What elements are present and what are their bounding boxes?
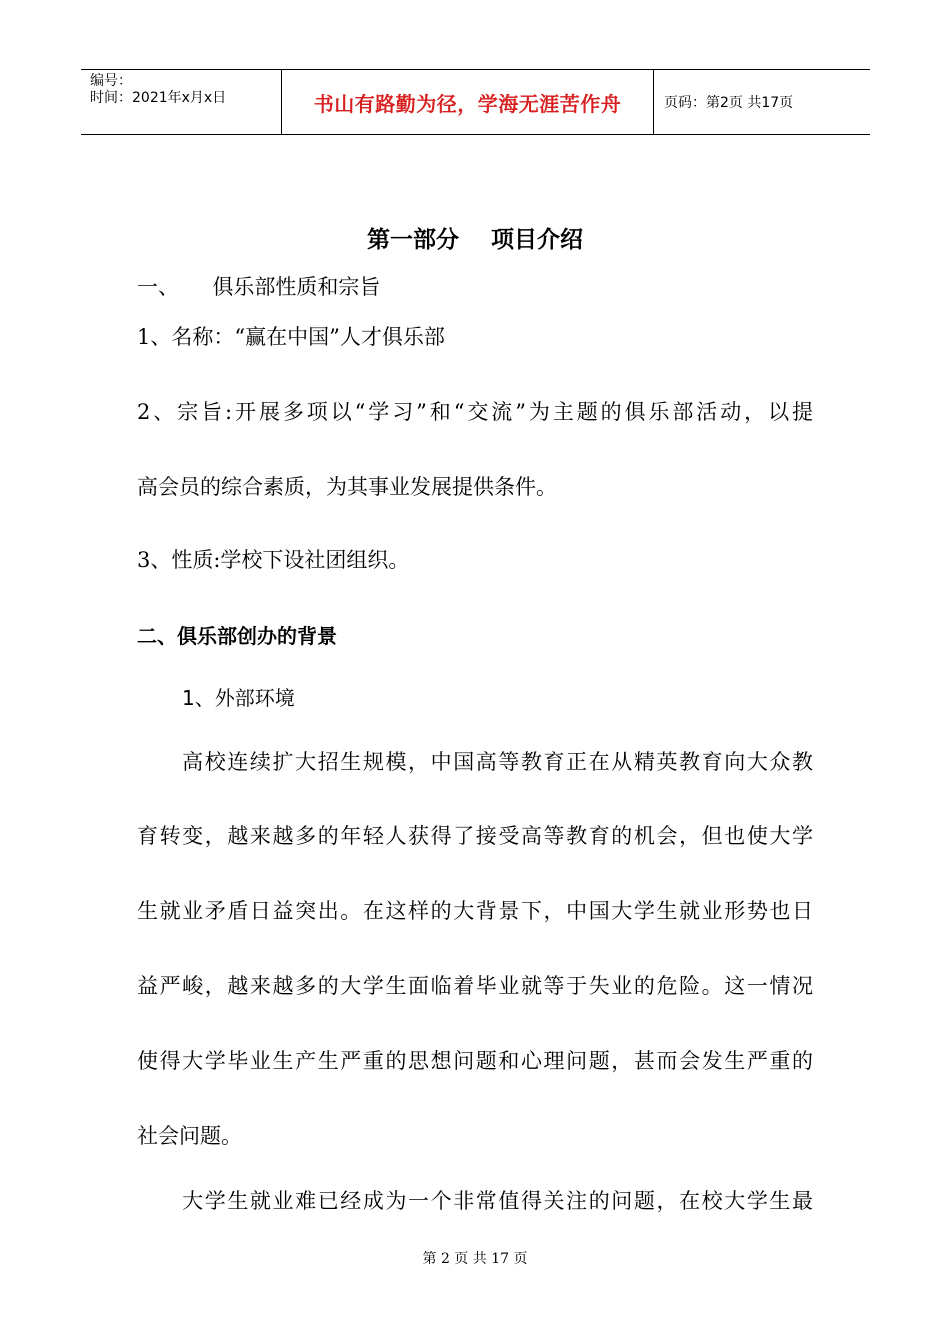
section1-item3: 3、性质:学校下设社团组织。 [137, 548, 410, 572]
header-meta [81, 70, 282, 134]
page-header [81, 69, 870, 135]
time-label: 时间：2021年x月x日 [90, 90, 227, 106]
para1-last-line: 社会问题。 [137, 1124, 242, 1148]
section2-heading: 二、俱乐部创办的背景 [137, 624, 337, 648]
header-page-cell [654, 70, 870, 134]
para1-line4: 益严峻，越来越多的大学生面临着毕业就等于失业的危险。这一情况 [137, 974, 813, 998]
para1-line2: 育转变，越来越多的年轻人获得了接受高等教育的机会，但也使大学 [137, 824, 813, 848]
para2-line1: 大学生就业难已经成为一个非常值得关注的问题，在校大学生最 [137, 1189, 813, 1213]
para1-line5: 使得大学毕业生产生严重的思想问题和心理问题，甚而会发生严重的 [137, 1049, 813, 1073]
para1-line3: 生就业矛盾日益突出。在这样的大背景下，中国大学生就业形势也日 [137, 899, 813, 923]
page-footer: 第 2 页 共 17 页 [422, 1251, 528, 1267]
para1-line1: 高校连续扩大招生规模，中国高等教育正在从精英教育向大众教 [137, 750, 813, 774]
header-motto: 书山有路勤为径，学海无涯苦作舟 [313, 91, 622, 116]
header-page-info: 页码：第2页 共17页 [664, 95, 794, 111]
section1-item1: 1、名称：“赢在中国”人才俱乐部 [137, 325, 445, 349]
doc-number-label: 编号： [90, 73, 132, 89]
section1-item2-line2: 高会员的综合素质，为其事业发展提供条件。 [137, 475, 557, 499]
section1-item2-line1: 2、宗旨:开展多项以“学习”和“交流”为主题的俱乐部活动，以提 [137, 400, 813, 424]
header-motto-cell [282, 70, 654, 134]
page-title: 第一部分 项目介绍 [366, 227, 584, 253]
section2-sub1: 1、外部环境 [182, 686, 295, 710]
section1-heading: 一、 俱乐部性质和宗旨 [137, 275, 381, 299]
